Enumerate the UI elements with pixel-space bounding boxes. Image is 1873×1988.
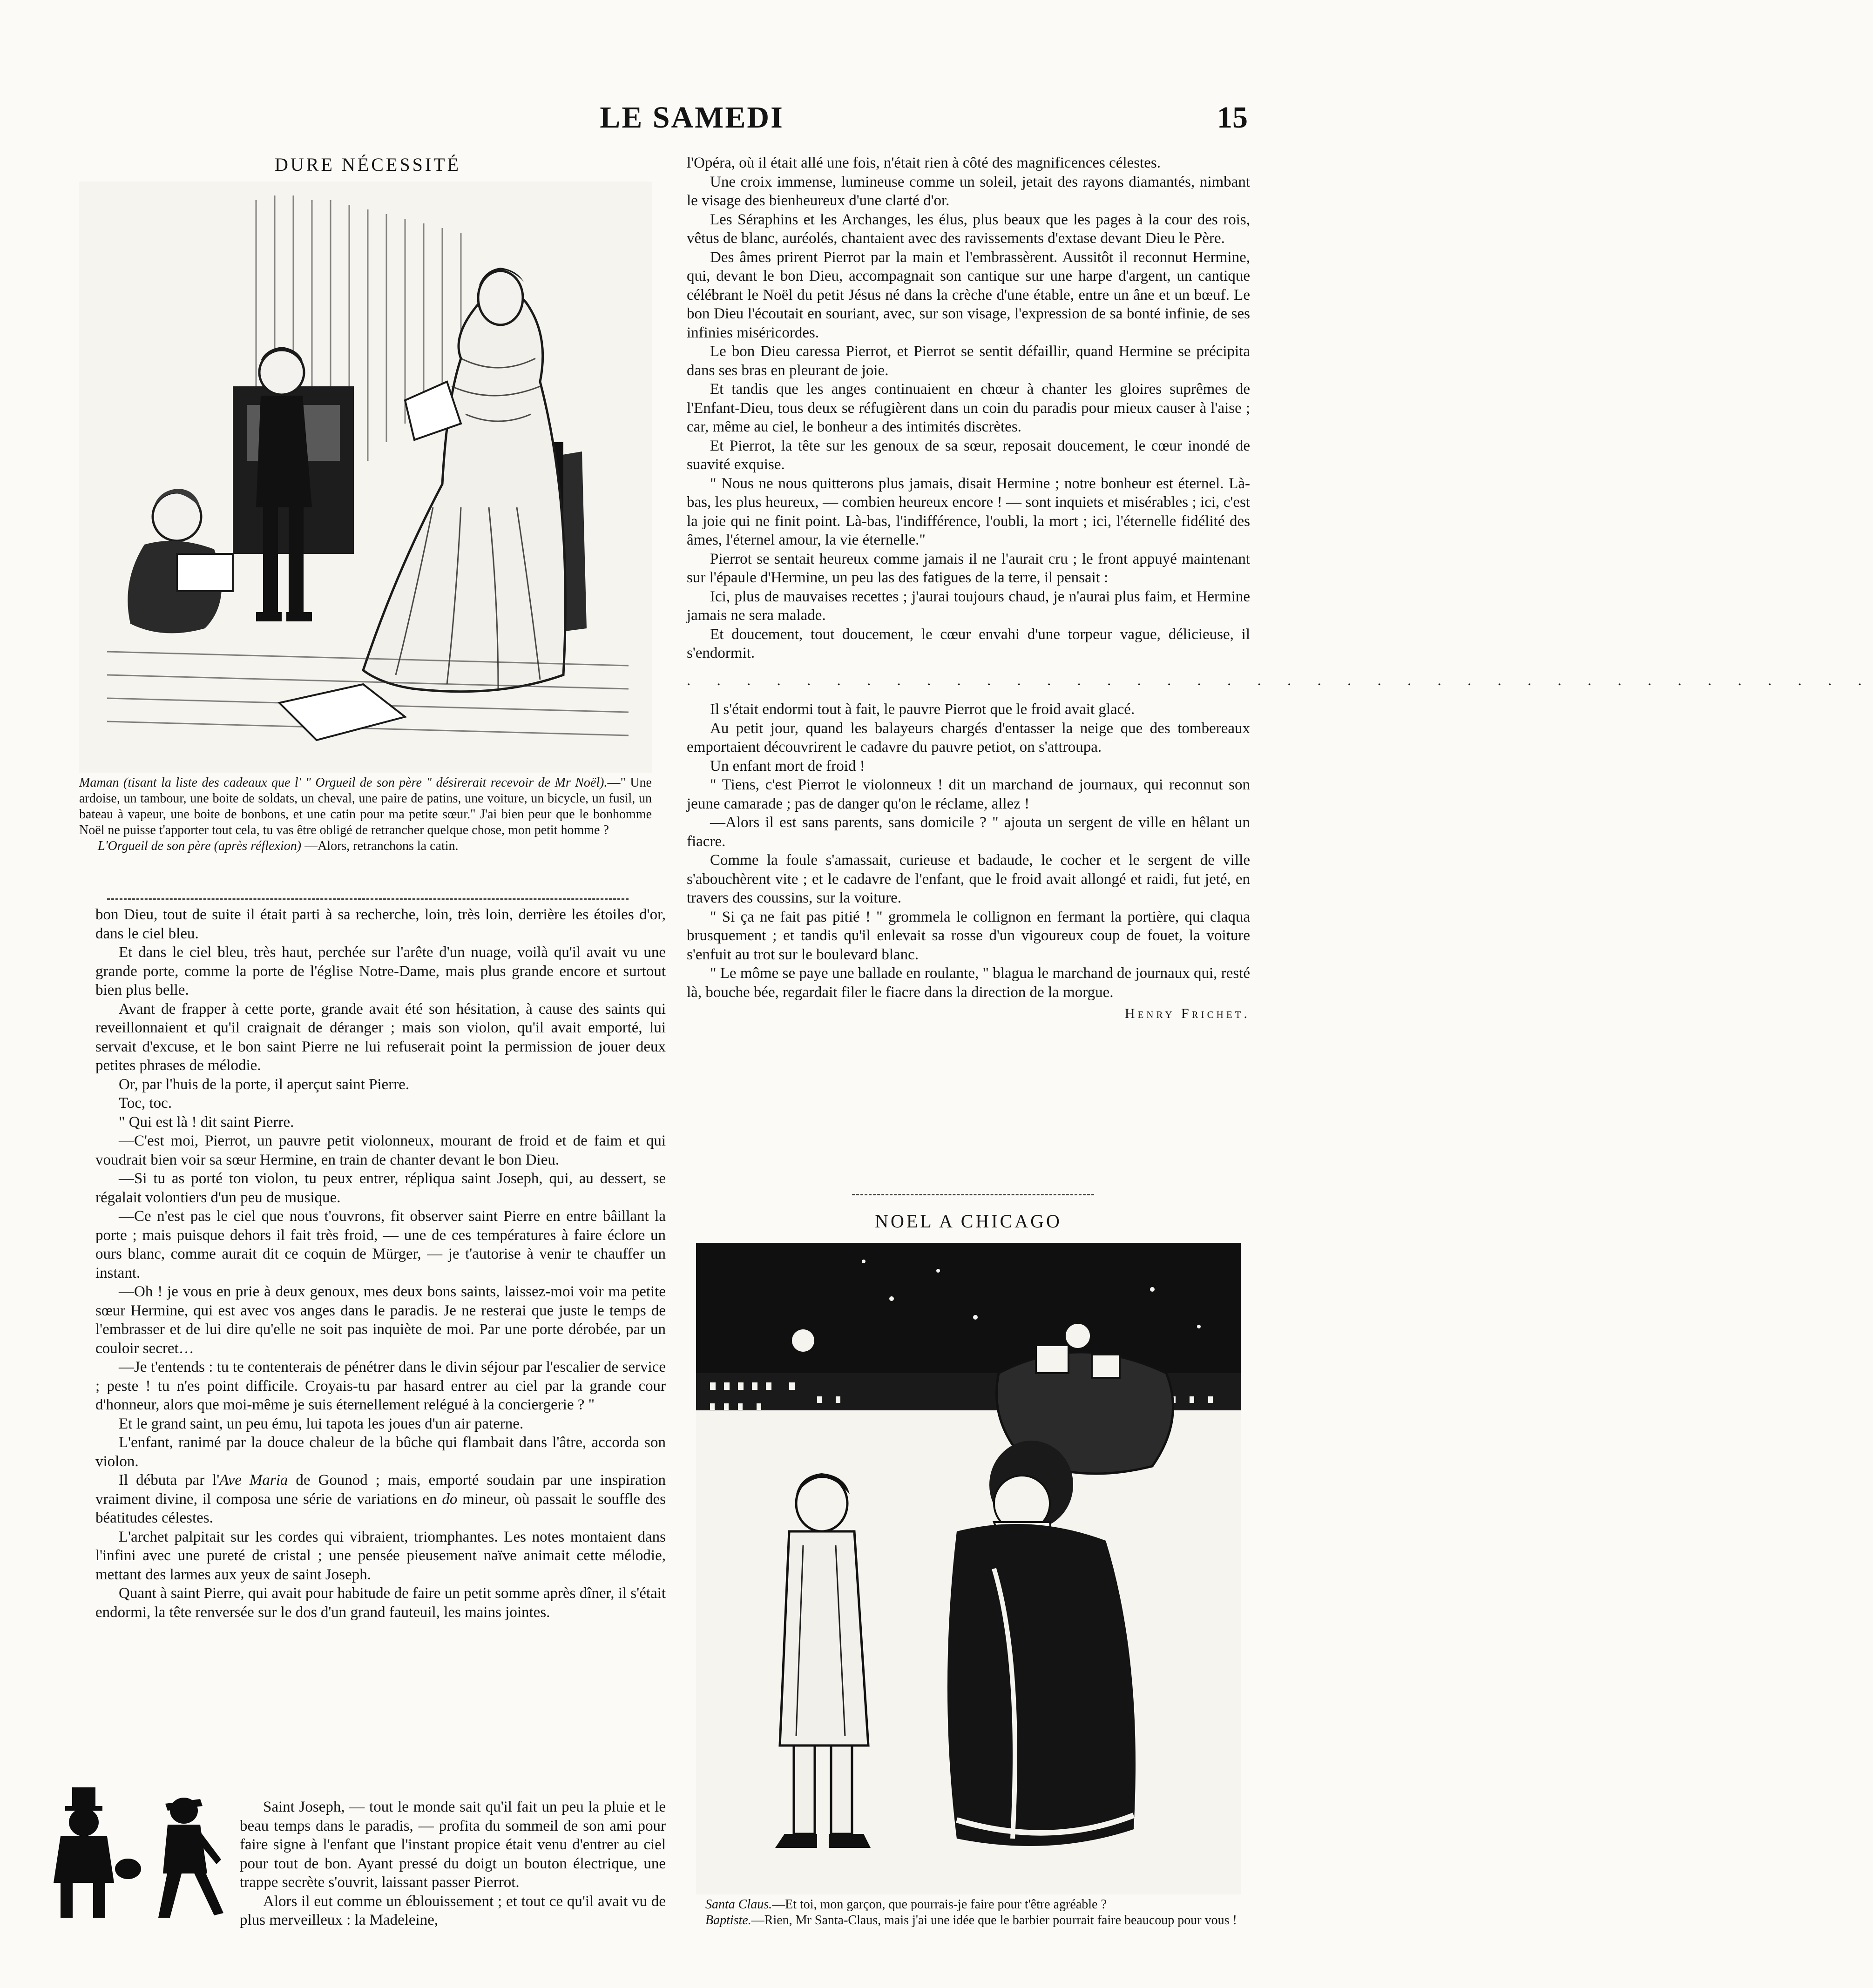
illustration-mother-children (79, 182, 652, 773)
left-column-text-continued (240, 1798, 666, 1930)
paragraph: Or, par l'huis de la porte, il aperçut saint Pierre. (119, 1076, 410, 1093)
silhouette-figures-illustration (28, 1785, 223, 1925)
paragraph: —Ce n'est pas le ciel que nous t'ouvrons, fit observer saint Pierre en entre bâillant la porte ; mais puisque dehors il fait très froid, — une de ces températures à faire éclore un ours blanc, comme aurait dit ce coquin de Mürger, — je t'autorise à venir te chauffer un instant. (95, 1208, 666, 1281)
section-divider (852, 1194, 1094, 1195)
paragraph: L'enfant, ranimé par la douce chaleur de la bûche qui flambait dans l'âtre, accorda son violon. (95, 1434, 666, 1470)
caption-speaker-baptiste: Baptiste. (705, 1913, 751, 1927)
paragraph: Alors il eut comme un éblouissement ; et tout ce qu'il avait vu de plus merveilleux : la Madeleine, (240, 1893, 666, 1928)
paragraph: —Je t'entends : tu te contenterais de pénétrer dans le divin séjour par l'escalier de service ; peste ! tu n'es point difficile. Croyais-tu par hasard entrer au ciel par la grande cour d'honneur, alors que moi-même je suis éternellement relégué à la conciergerie ? " (95, 1359, 666, 1413)
paragraph: Et Pierrot, la tête sur les genoux de sa sœur, reposait doucement, le cœur inondé de suavité exquise. (687, 437, 1250, 473)
paragraph: Les Séraphins et les Archanges, les élus, plus beaux que les pages à la cour des rois, vêtus de blanc, auréolés, chantaient avec des ravissements d'extase devant Dieu le Père. (687, 211, 1250, 247)
author-signature: Henry Frichet. (1124, 1006, 1250, 1021)
left-column-text (95, 905, 666, 1622)
paragraph: Le bon Dieu caressa Pierrot, et Pierrot se sentit défaillir, quand Hermine se précipita dans ses bras en pleurant de joie. (687, 343, 1250, 379)
paragraph: —Oh ! je vous en prie à deux genoux, mes deux bons saints, laissez-moi voir ma petite sœur Hermine, qui est avec vos anges dans le paradis. Je ne resterai que juste le temps de l'embrasser et de lui dire qu'elle ne soit pas inquiète de moi. Par une porte dérobée, par un couloir secret… (95, 1283, 666, 1357)
paragraph: —C'est moi, Pierrot, un pauvre petit violonneux, mourant de froid et de faim et qui voudrait bien voir sa sœur Hermine, en train de chanter devant le bon Dieu. (95, 1132, 666, 1168)
paragraph: " Le môme se paye une ballade en roulante, " blagua le marchand de journaux qui, resté là, bouche bée, regardait filer le fiacre dans la direction de la morgue. (687, 965, 1250, 1001)
ellipsis-separator: . . . . . . . . . . . . . . . . . . . . . . . . . . . . . . . . . . . . . . . . (687, 672, 1873, 689)
caption-speaker-santa: Santa Claus. (705, 1897, 772, 1912)
paragraph: Un enfant mort de froid ! (710, 757, 865, 775)
ave-after2: mineur, où passait le souffle des béatitudes célestes. (95, 1490, 666, 1526)
caption-italic: Maman (tisant la liste des cadeaux que l' " Orgueil de son père " désirerait recevoir de Mr Noël). (79, 775, 608, 790)
paragraph: Et doucement, tout doucement, le cœur envahi d'une torpeur vague, délicieuse, il s'endormit. (687, 626, 1250, 661)
paragraph: Au petit jour, quand les balayeurs chargés d'entasser la neige que des tombereaux emportaient découvrirent le cadavre du pauvre petiot, on s'attroupa. (687, 720, 1250, 755)
paragraph: Et dans le ciel bleu, très haut, perchée sur l'arête d'un nuage, voilà qu'il avait vu une grande porte, comme la porte de l'église Notre-Dame, mais plus grande encore et surtout bien plus belle. (95, 944, 666, 998)
paragraph: bon Dieu, tout de suite il était parti à sa recherche, loin, très loin, derrière les étoiles d'or, dans le ciel bleu. (95, 906, 666, 942)
article-title-noel-a-chicago: NOEL A CHICAGO (875, 1211, 1062, 1232)
paragraph: Il s'était endormi tout à fait, le pauvre Pierrot que le froid avait glacé. (710, 701, 1135, 718)
ave-before: Il débuta par l' (119, 1472, 220, 1489)
paragraph: —Si tu as porté ton violon, tu peux entrer, répliqua saint Joseph, qui, au dessert, se régalait volontiers d'un peu de musique. (95, 1170, 666, 1206)
paragraph: Ici, plus de mauvaises recettes ; j'aurai toujours chaud, je n'aurai plus faim, et Hermine jamais ne sera malade. (687, 588, 1250, 624)
paragraph: " Si ça ne fait pas pitié ! " grommela le collignon en fermant la portière, qui claqua brusquement ; et tandis qu'il enlevait sa rosse d'un vigoureux coup de fouet, la voiture s'enfuit au trot sur le boulevard blanc. (687, 908, 1250, 963)
paragraph: —Alors il est sans parents, sans domicile ? " ajouta un sergent de ville en hêlant un fiacre. (687, 814, 1250, 850)
paragraph: Saint Joseph, — tout le monde sait qu'il fait un peu la pluie et le beau temps dans le paradis, — profita du sommeil de son ami pour faire signe à l'enfant que l'instant propice était venu d'entrer au ciel pour tout de bon. Ayant pressé du doigt un bouton électrique, une trappe secrète s'ouvrit, laissant passer Pierrot. (240, 1799, 666, 1891)
caption-reply-text: —Alors, retranchons la catin. (301, 839, 459, 853)
caption-reply-italic: L'Orgueil de son père (après réflexion) (98, 839, 302, 853)
paragraph: Quant à saint Pierre, qui avait pour habitude de faire un petit somme après dîner, il s'était endormi, la tête renversée sur le dos d'un grand fauteuil, les mains jointes. (95, 1585, 666, 1621)
page-header-title: LE SAMEDI (600, 101, 784, 135)
caption-line-baptiste: —Rien, Mr Santa-Claus, mais j'ai une idée que le barbier pourrait faire beaucoup pour vous ! (751, 1913, 1237, 1927)
paragraph: " Tiens, c'est Pierrot le violonneux ! dit un marchand de journaux, qui reconnut son jeune camarade ; pas de danger qu'on le réclame, allez ! (687, 776, 1250, 812)
paragraph: Et tandis que les anges continuaient en chœur à chanter les gloires suprêmes de l'Enfant-Dieu, tous deux se réfugièrent dans un coin du paradis pour mieux causer à l'aise ; car, même au ciel, le bonheur a des intimités discrètes. (687, 381, 1250, 435)
paragraph: L'archet palpitait sur les cordes qui vibraient, triomphantes. Les notes montaient dans l'infini avec une pureté de cristal ; une pensée pieusement naïve animait cette mélodie, mettant des larmes aux yeux de saint Joseph. (95, 1528, 666, 1583)
article-title-dure-necessite: DURE NÉCESSITÉ (275, 154, 461, 175)
illustration-caption (79, 775, 652, 854)
illustration-caption-chicago (696, 1897, 1252, 1928)
right-column-text (687, 154, 1873, 1024)
paragraph-ave-maria (95, 1471, 666, 1528)
ave-title: Ave Maria (219, 1472, 288, 1489)
paragraph: Avant de frapper à cette porte, grande avait été son hésitation, à cause des saints qui reveillonnaient et qu'il craignait de déranger ; mais son violon, qu'il avait emporté, lui servait d'excuse, et le bon saint Pierre ne lui refuserait point la permission de jouer deux petites phrases de mélodie. (95, 1000, 666, 1074)
paragraph: Toc, toc. (119, 1095, 172, 1112)
paragraph: Une croix immense, lumineuse comme un soleil, jetait des rayons diamantés, nimbant le visage des bienheureux d'une clarté d'or. (687, 173, 1250, 209)
caption-text: —" Une ardoise, un tambour, une boite de soldats, un cheval, une paire de patins, une voiture, un bicycle, un fusil, un bateau à vapeur, une boite de bonbons, et une catin pour ma petite sœur." J'ai bien peur que le bonhomme Noël ne puisse t'apporter tout cela, tu vas être obligé de retrancher quelque chose, mon petit homme ? (79, 775, 652, 837)
page-number: 15 (1217, 101, 1248, 135)
section-divider (107, 898, 629, 900)
paragraph: l'Opéra, où il était allé une fois, n'était rien à côté des magnificences célestes. (687, 155, 1161, 171)
ave-after: de Gounod ; mais, emporté soudain par une inspiration vraiment divine, il composa une série de variations en (95, 1472, 666, 1508)
paragraph: Pierrot se sentait heureux comme jamais il ne l'aurait cru ; le front appuyé maintenant sur l'épaule d'Hermine, un peu las des fatigues de la terre, il pensait : (687, 550, 1250, 586)
paragraph: Et le grand saint, un peu ému, lui tapota les joues d'un air paterne. (119, 1415, 524, 1432)
illustration-santa-claus-chicago (696, 1243, 1241, 1894)
caption-line-santa: —Et toi, mon garçon, que pourrais-je faire pour t'être agréable ? (772, 1897, 1107, 1912)
paragraph: " Nous ne nous quitterons plus jamais, disait Hermine ; notre bonheur est éternel. Là-bas, les plus heureux, — combien heureux encore ! — sont inquiets et misérables ; ici, c'est la joie qui ne finit point. Là-bas, l'indifférence, l'oubli, la mort ; ici, l'éternelle fidélité des âmes, l'éternel amour, la vie éternelle." (687, 475, 1250, 548)
paragraph: Comme la foule s'amassait, curieuse et badaude, le cocher et le sergent de ville s'abouchèrent vite ; et le cadavre de l'enfant, que le froid avait allongé et raidi, fut jeté, en travers des coussins, sur la voiture. (687, 852, 1250, 906)
paragraph: " Qui est là ! dit saint Pierre. (119, 1113, 294, 1131)
paragraph: Des âmes prirent Pierrot par la main et l'embrassèrent. Aussitôt il reconnut Hermine, qui, devant le bon Dieu, accompagnait son cantique sur une harpe d'argent, un cantique célébrant le Noël du petit Jésus né dans la crèche d'une étable, entre un âne et un bœuf. Le bon Dieu l'écoutait en souriant, avec, sur son visage, l'expression de sa bonté infinie, de ses infinies miséricordes. (687, 249, 1250, 341)
ave-key: do (442, 1490, 458, 1508)
